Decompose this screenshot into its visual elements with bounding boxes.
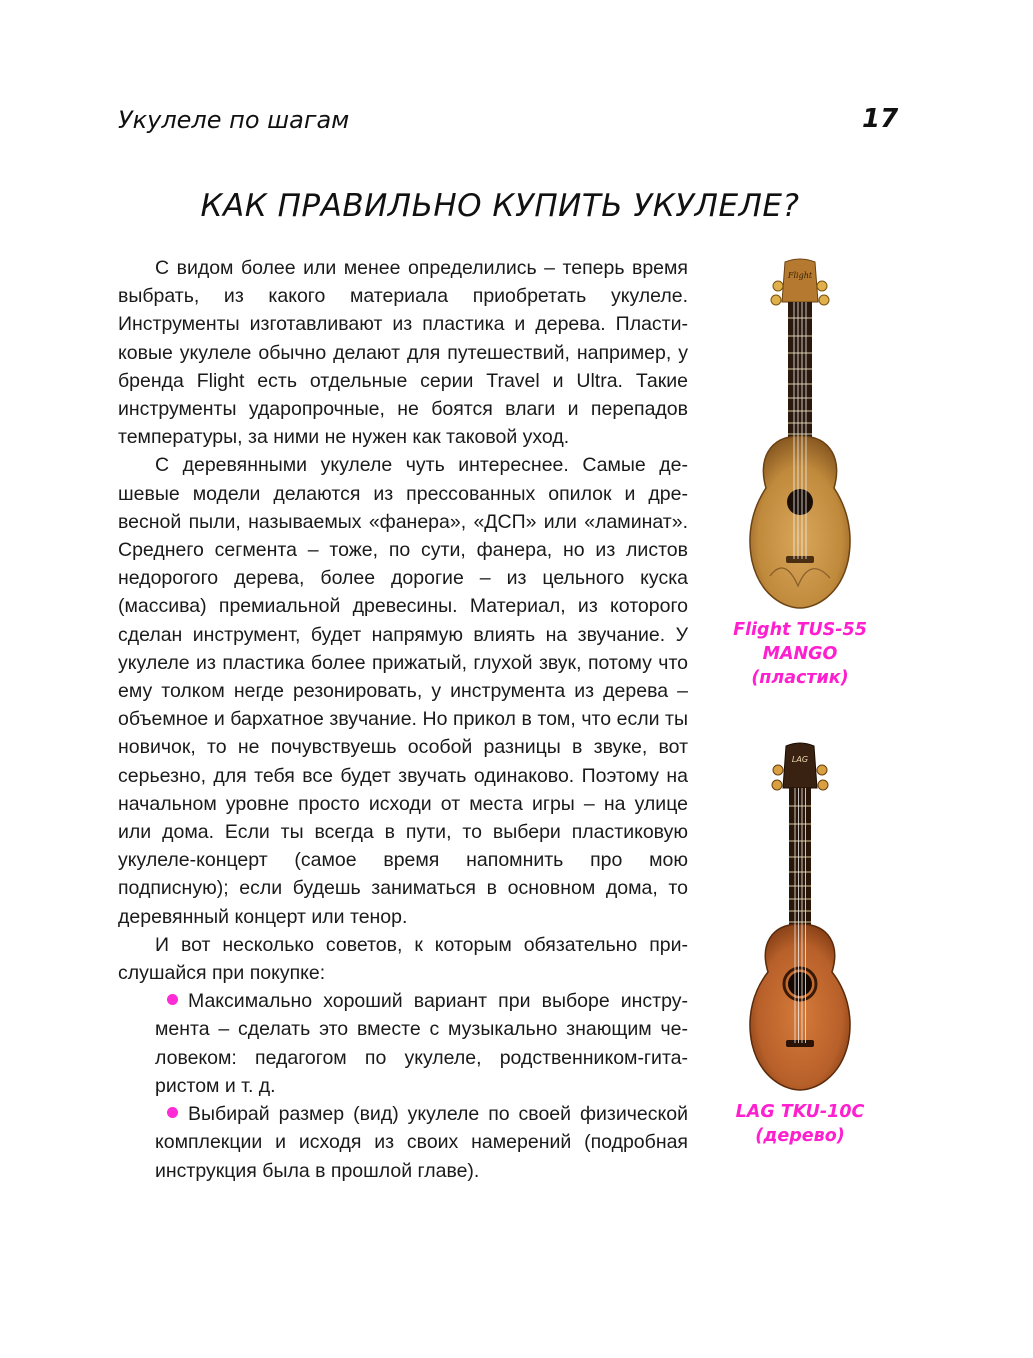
ukulele-image-flight	[740, 256, 860, 614]
figure-lag-ukulele	[700, 740, 900, 1148]
bullet-icon	[167, 1107, 178, 1118]
figure-caption: Flight TUS-55 MANGO (пластик)	[733, 620, 867, 688]
page-title: КАК ПРАВИЛЬНО КУПИТЬ УКУЛЕЛЕ?	[200, 188, 800, 224]
list-item-text: Максимально хороший вариант при выборе инструмента – сделать это вместе с музыкально знающим человеком: педагогом по укулеле, родственником-гитаристом и т. д.	[155, 990, 688, 1097]
figure-flight-ukulele	[700, 256, 900, 690]
paragraph: И вот несколько советов, к которым обязательно прислушайся при покупке:	[118, 933, 688, 985]
paragraph: С деревянными укулеле чуть интереснее. Самые дешевые модели делаются из прессованных опилок и древесной пыли, называемых «фанера», «ДСП» или «ламинат». Среднего сегмента – тоже, по сути, фанера, но из листов недорогого дерева, более дорогие – из цельного куска (массива) премиальной древесины. Материал, из которого сделан инструмент, будет напрямую влиять на звучание. У укулеле из пластика более прижатый, глухой звук, потому что ему толком негде резонировать, у инструмента из дерева – объемное и бархатное звучание. Но прикол в том, что если ты новичок, то не почувствуешь особой разницы в звуке, вот серьезно, для тебя все будет звучать одинаково. Поэтому на начальном уровне просто исходи от места игры – на улице или дома. Если ты всегда в пути, то выбери пластиковую укулеле-концерт (самое время напомнить про мою подписную); если будешь заниматься в основном дома, то деревянный концерт или тенор.	[118, 454, 688, 928]
headstock-logo: Flight	[787, 271, 813, 280]
figure-caption: LAG TKU-10C (дерево)	[735, 1102, 865, 1146]
list-item	[118, 1100, 688, 1185]
tips-list	[118, 987, 688, 1184]
page-number: 17	[862, 104, 899, 134]
paragraph: С видом более или менее определились – теперь время выбрать, из какого материала приобретать укулеле. Инструменты изготавливают из пластика и дерева. Пластиковые укулеле обычно делают для путешествий, например, у бренда Flight есть отдельные серии Travel и Ultra. Такие инструменты ударопрочные, не боятся влаги и перепадов температуры, за ними не нужен как таковой уход.	[118, 257, 688, 449]
running-title: Укулеле по шагам	[118, 106, 350, 134]
list-item	[118, 987, 688, 1100]
bullet-icon	[167, 994, 178, 1005]
body-text	[118, 254, 688, 1185]
ukulele-image-lag	[740, 740, 860, 1096]
list-item-text: Выбирай размер (вид) укулеле по своей физической комплекции и исходя из своих намерений (подробная инструкция была в прошлой главе).	[155, 1103, 688, 1182]
headstock-logo: LAG	[791, 755, 809, 764]
